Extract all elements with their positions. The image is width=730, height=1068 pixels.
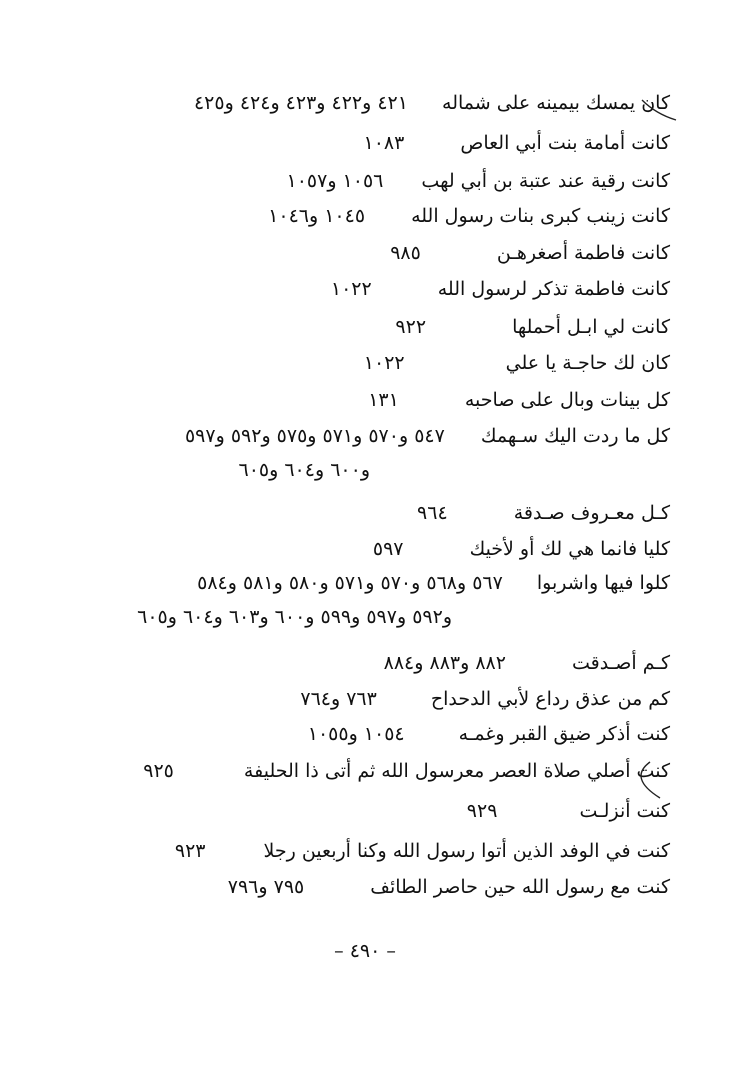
index-entry <box>185 423 670 449</box>
entry-refs: ٨٨٢ و٨٨٣ و٨٨٤ <box>383 652 506 674</box>
entry-term: كان لك حاجـة يا علي <box>505 352 670 374</box>
entry-term: كانت لي ابـل أحملها <box>512 316 670 338</box>
index-entry <box>331 276 670 302</box>
entry-refs: ٧٦٣ و٧٦٤ <box>300 688 377 710</box>
index-entry <box>175 838 670 864</box>
entry-refs: ٩٦٤ <box>417 502 448 524</box>
index-entry <box>384 650 670 676</box>
entry-term: كنت أذكر ضيق القبر وغمـه <box>458 723 670 745</box>
entry-refs: ١٠٥٦ و١٠٥٧ <box>286 170 384 192</box>
entry-term: كانت أمامة بنت أبي العاص <box>460 132 670 154</box>
entry-term: كانت فاطمة تذكر لرسول الله <box>437 278 670 300</box>
entry-refs: ٩٢٢ <box>395 316 427 338</box>
entry-refs: ١٠٤٥ و١٠٤٦ <box>268 205 366 227</box>
entry-refs-continuation: و٦٠٠ و٦٠٤ و٦٠٥ <box>238 459 370 481</box>
entry-refs: ٥٦٧ و٥٦٨ و٥٧٠ و٥٧١ و٥٨٠ و٥٨١ و٥٨٤ <box>197 572 503 594</box>
index-entry <box>308 721 670 747</box>
index-entry <box>364 130 671 156</box>
entry-term: كانت زينب كبرى بنات رسول الله <box>411 205 670 227</box>
entry-refs: ٩٢٥ <box>143 760 174 782</box>
entry-term: كل بينات وبال على صاحبه <box>464 389 670 411</box>
pen-mark-icon <box>620 760 664 800</box>
entry-refs: ١٠٢٢ <box>363 352 405 374</box>
entry-term: كانت فاطمة أصغرهـن <box>496 242 670 264</box>
entry-refs: ٩٢٣ <box>174 840 206 862</box>
entry-refs: ١٠٢٢ <box>330 278 372 300</box>
index-entry <box>364 350 670 376</box>
entry-refs: ٥٩٧ <box>372 538 404 560</box>
entry-refs: ٤٢١ و٤٢٢ و٤٢٣ و٤٢٤ و٤٢٥ <box>193 92 408 114</box>
page-number: – ٤٩٠ – <box>334 940 396 962</box>
entry-refs: ٧٩٥ و٧٩٦ <box>227 876 305 898</box>
entry-refs: ٥٤٧ و٥٧٠ و٥٧١ و٥٧٥ و٥٩٢ و٥٩٧ <box>184 425 445 447</box>
entry-refs: ٩٨٥ <box>390 242 421 264</box>
entry-term: كنت أصلي صلاة العصر معرسول الله ثم أتى ذا الحليفة <box>243 760 670 782</box>
entry-refs: ١٠٨٣ <box>363 132 405 154</box>
entry-refs: ١٠٥٤ و١٠٥٥ <box>307 723 405 745</box>
index-entry <box>417 500 670 526</box>
entry-term: كم من عذق رداع لأبي الدحداح <box>430 688 670 710</box>
index-entry <box>390 240 670 266</box>
entry-term: كـل معـروف صـدقة <box>513 502 670 524</box>
entry-term: كلوا فيها واشربوا <box>536 572 670 594</box>
entry-term: كنت أنزلـت <box>579 800 670 822</box>
entry-term: كـم أصـدقت <box>572 652 670 674</box>
index-entry <box>143 758 670 784</box>
entry-term: كنت مع رسول الله حين حاصر الطائف <box>370 876 670 898</box>
index-entry <box>194 90 670 116</box>
index-entry <box>395 314 670 340</box>
entry-term: كان يمسك بيمينه على شماله <box>442 92 670 114</box>
index-entry <box>300 686 670 712</box>
index-entry <box>228 874 670 900</box>
index-entry <box>268 203 670 229</box>
entry-term: كنت في الوفد الذين أتوا رسول الله وكنا أربعين رجلا <box>263 840 670 862</box>
index-entry <box>286 168 670 194</box>
entry-term: كليا فانما هي لك أو لأخيك <box>469 538 670 560</box>
entry-refs: ٩٢٩ <box>466 800 498 822</box>
entry-term: كانت رقية عند عتبة بن أبي لهب <box>421 170 670 192</box>
index-entry <box>368 387 670 413</box>
pen-mark-icon <box>640 92 680 122</box>
index-entry <box>373 536 670 562</box>
entry-refs-continuation: و٥٩٢ و٥٩٧ و٥٩٩ و٦٠٠ و٦٠٣ و٦٠٤ و٦٠٥ <box>137 606 452 628</box>
index-entry <box>467 798 670 824</box>
entry-term: كل ما ردت اليك سـهمك <box>480 425 670 447</box>
entry-refs: ١٣١ <box>368 389 399 411</box>
index-entry <box>197 570 670 596</box>
